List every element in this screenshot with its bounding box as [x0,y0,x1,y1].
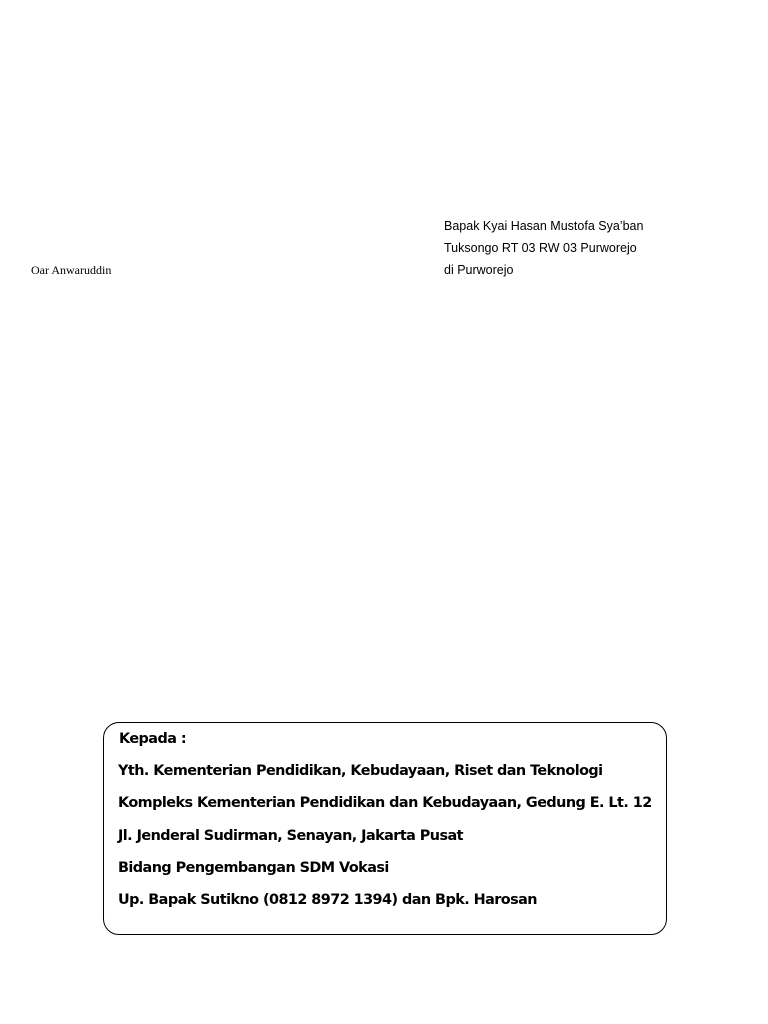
sender-address-line: di Purworejo [444,263,514,277]
recipient-heading: Kepada : [119,731,187,747]
recipient-address-line: Jl. Jenderal Sudirman, Senayan, Jakarta Pusat [118,828,463,844]
recipient-address-line: Yth. Kementerian Pendidikan, Kebudayaan, Riset dan Teknologi [118,763,603,779]
recipient-address-line: Bidang Pengembangan SDM Vokasi [118,860,389,876]
sender-address-line: Tuksongo RT 03 RW 03 Purworejo [444,241,637,255]
recipient-address-line: Up. Bapak Sutikno (0812 8972 1394) dan Bpk. Harosan [118,892,538,908]
recipient-address-box [103,722,667,935]
sender-address-block [444,215,643,281]
recipient-address-line: Kompleks Kementerian Pendidikan dan Kebudayaan, Gedung E. Lt. 12 [118,795,652,811]
sender-address-line: Bapak Kyai Hasan Mustofa Sya’ban [444,219,644,233]
sender-name-label: Oar Anwaruddin [31,263,112,277]
